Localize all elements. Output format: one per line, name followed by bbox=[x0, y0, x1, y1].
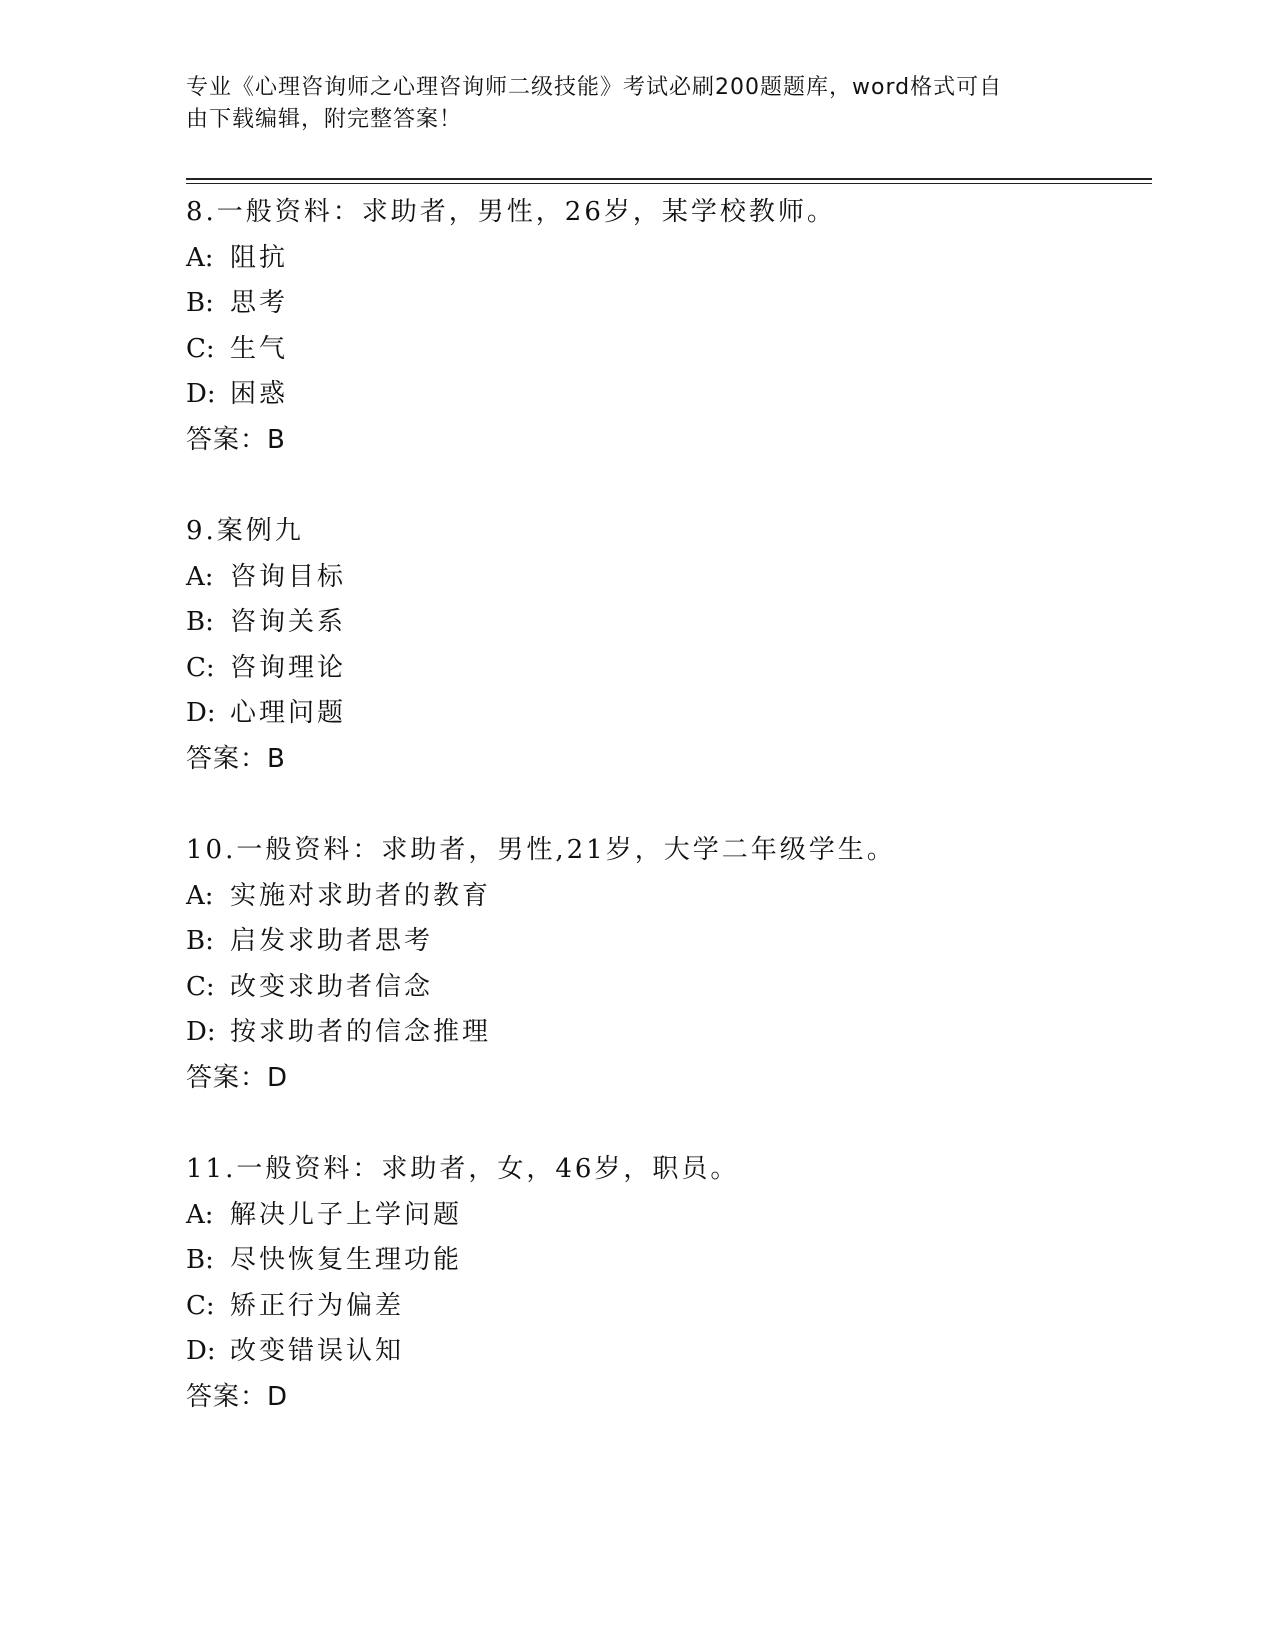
option-text: 困惑 bbox=[230, 379, 289, 410]
option-a bbox=[186, 1193, 1146, 1239]
header-line-1: 专业《心理咨询师之心理咨询师二级技能》考试必刷200题题库，word格式可自 bbox=[186, 75, 1003, 100]
option-text: 咨询关系 bbox=[230, 607, 347, 638]
option-text: 思考 bbox=[230, 288, 289, 319]
option-label: D: bbox=[186, 1336, 216, 1367]
question-9 bbox=[186, 509, 1146, 828]
option-text: 阻抗 bbox=[230, 242, 289, 273]
option-a bbox=[186, 555, 1146, 601]
option-text: 咨询理论 bbox=[230, 652, 347, 683]
option-d bbox=[186, 1010, 1146, 1056]
option-a bbox=[186, 874, 1146, 920]
option-text: 咨询目标 bbox=[230, 561, 347, 592]
option-label: C: bbox=[186, 971, 215, 1002]
option-label: A: bbox=[186, 561, 214, 592]
option-a bbox=[186, 236, 1146, 282]
option-b bbox=[186, 281, 1146, 327]
option-c bbox=[186, 646, 1146, 692]
option-text: 尽快恢复生理功能 bbox=[230, 1245, 463, 1276]
option-c bbox=[186, 1284, 1146, 1330]
question-stem: 8.一般资料：求助者，男性，26岁，某学校教师。 bbox=[186, 197, 836, 227]
option-b bbox=[186, 600, 1146, 646]
option-label: C: bbox=[186, 1290, 215, 1321]
option-d bbox=[186, 372, 1146, 418]
answer-line: 答案：D bbox=[186, 1381, 289, 1412]
header-divider-thick bbox=[186, 178, 1152, 180]
option-c bbox=[186, 327, 1146, 373]
question-stem: 11.一般资料：求助者，女，46岁，职员。 bbox=[186, 1154, 740, 1184]
question-stem: 10.一般资料：求助者，男性,21岁，大学二年级学生。 bbox=[186, 835, 896, 865]
option-text: 改变错误认知 bbox=[230, 1336, 405, 1367]
option-label: A: bbox=[186, 880, 214, 911]
option-b bbox=[186, 1238, 1146, 1284]
option-text: 解决儿子上学问题 bbox=[230, 1199, 463, 1230]
question-11 bbox=[186, 1147, 1146, 1466]
option-d bbox=[186, 1329, 1146, 1375]
option-text: 生气 bbox=[230, 333, 289, 364]
answer-line: 答案：D bbox=[186, 1062, 289, 1093]
option-text: 启发求助者思考 bbox=[230, 926, 434, 957]
option-label: D: bbox=[186, 379, 216, 410]
option-text: 心理问题 bbox=[230, 698, 347, 729]
question-list bbox=[186, 190, 1146, 1466]
option-label: B: bbox=[186, 288, 214, 319]
option-b bbox=[186, 919, 1146, 965]
answer-line: 答案：B bbox=[186, 424, 286, 455]
option-text: 实施对求助者的教育 bbox=[230, 880, 492, 911]
option-text: 按求助者的信念推理 bbox=[230, 1017, 492, 1048]
question-8 bbox=[186, 190, 1146, 509]
option-label: A: bbox=[186, 242, 214, 273]
option-label: D: bbox=[186, 1017, 216, 1048]
option-label: B: bbox=[186, 607, 214, 638]
option-label: A: bbox=[186, 1199, 214, 1230]
option-text: 改变求助者信念 bbox=[230, 971, 434, 1002]
header-divider-thin bbox=[186, 183, 1152, 184]
option-label: C: bbox=[186, 333, 215, 364]
option-label: B: bbox=[186, 926, 214, 957]
option-label: C: bbox=[186, 652, 215, 683]
question-10 bbox=[186, 828, 1146, 1147]
option-label: B: bbox=[186, 1245, 214, 1276]
option-c bbox=[186, 965, 1146, 1011]
option-text: 矫正行为偏差 bbox=[230, 1290, 405, 1321]
option-d bbox=[186, 691, 1146, 737]
header-line-2: 由下载编辑，附完整答案！ bbox=[186, 107, 463, 132]
document-header bbox=[186, 72, 1066, 136]
question-stem: 9.案例九 bbox=[186, 516, 304, 546]
option-label: D: bbox=[186, 698, 216, 729]
answer-line: 答案：B bbox=[186, 743, 286, 774]
